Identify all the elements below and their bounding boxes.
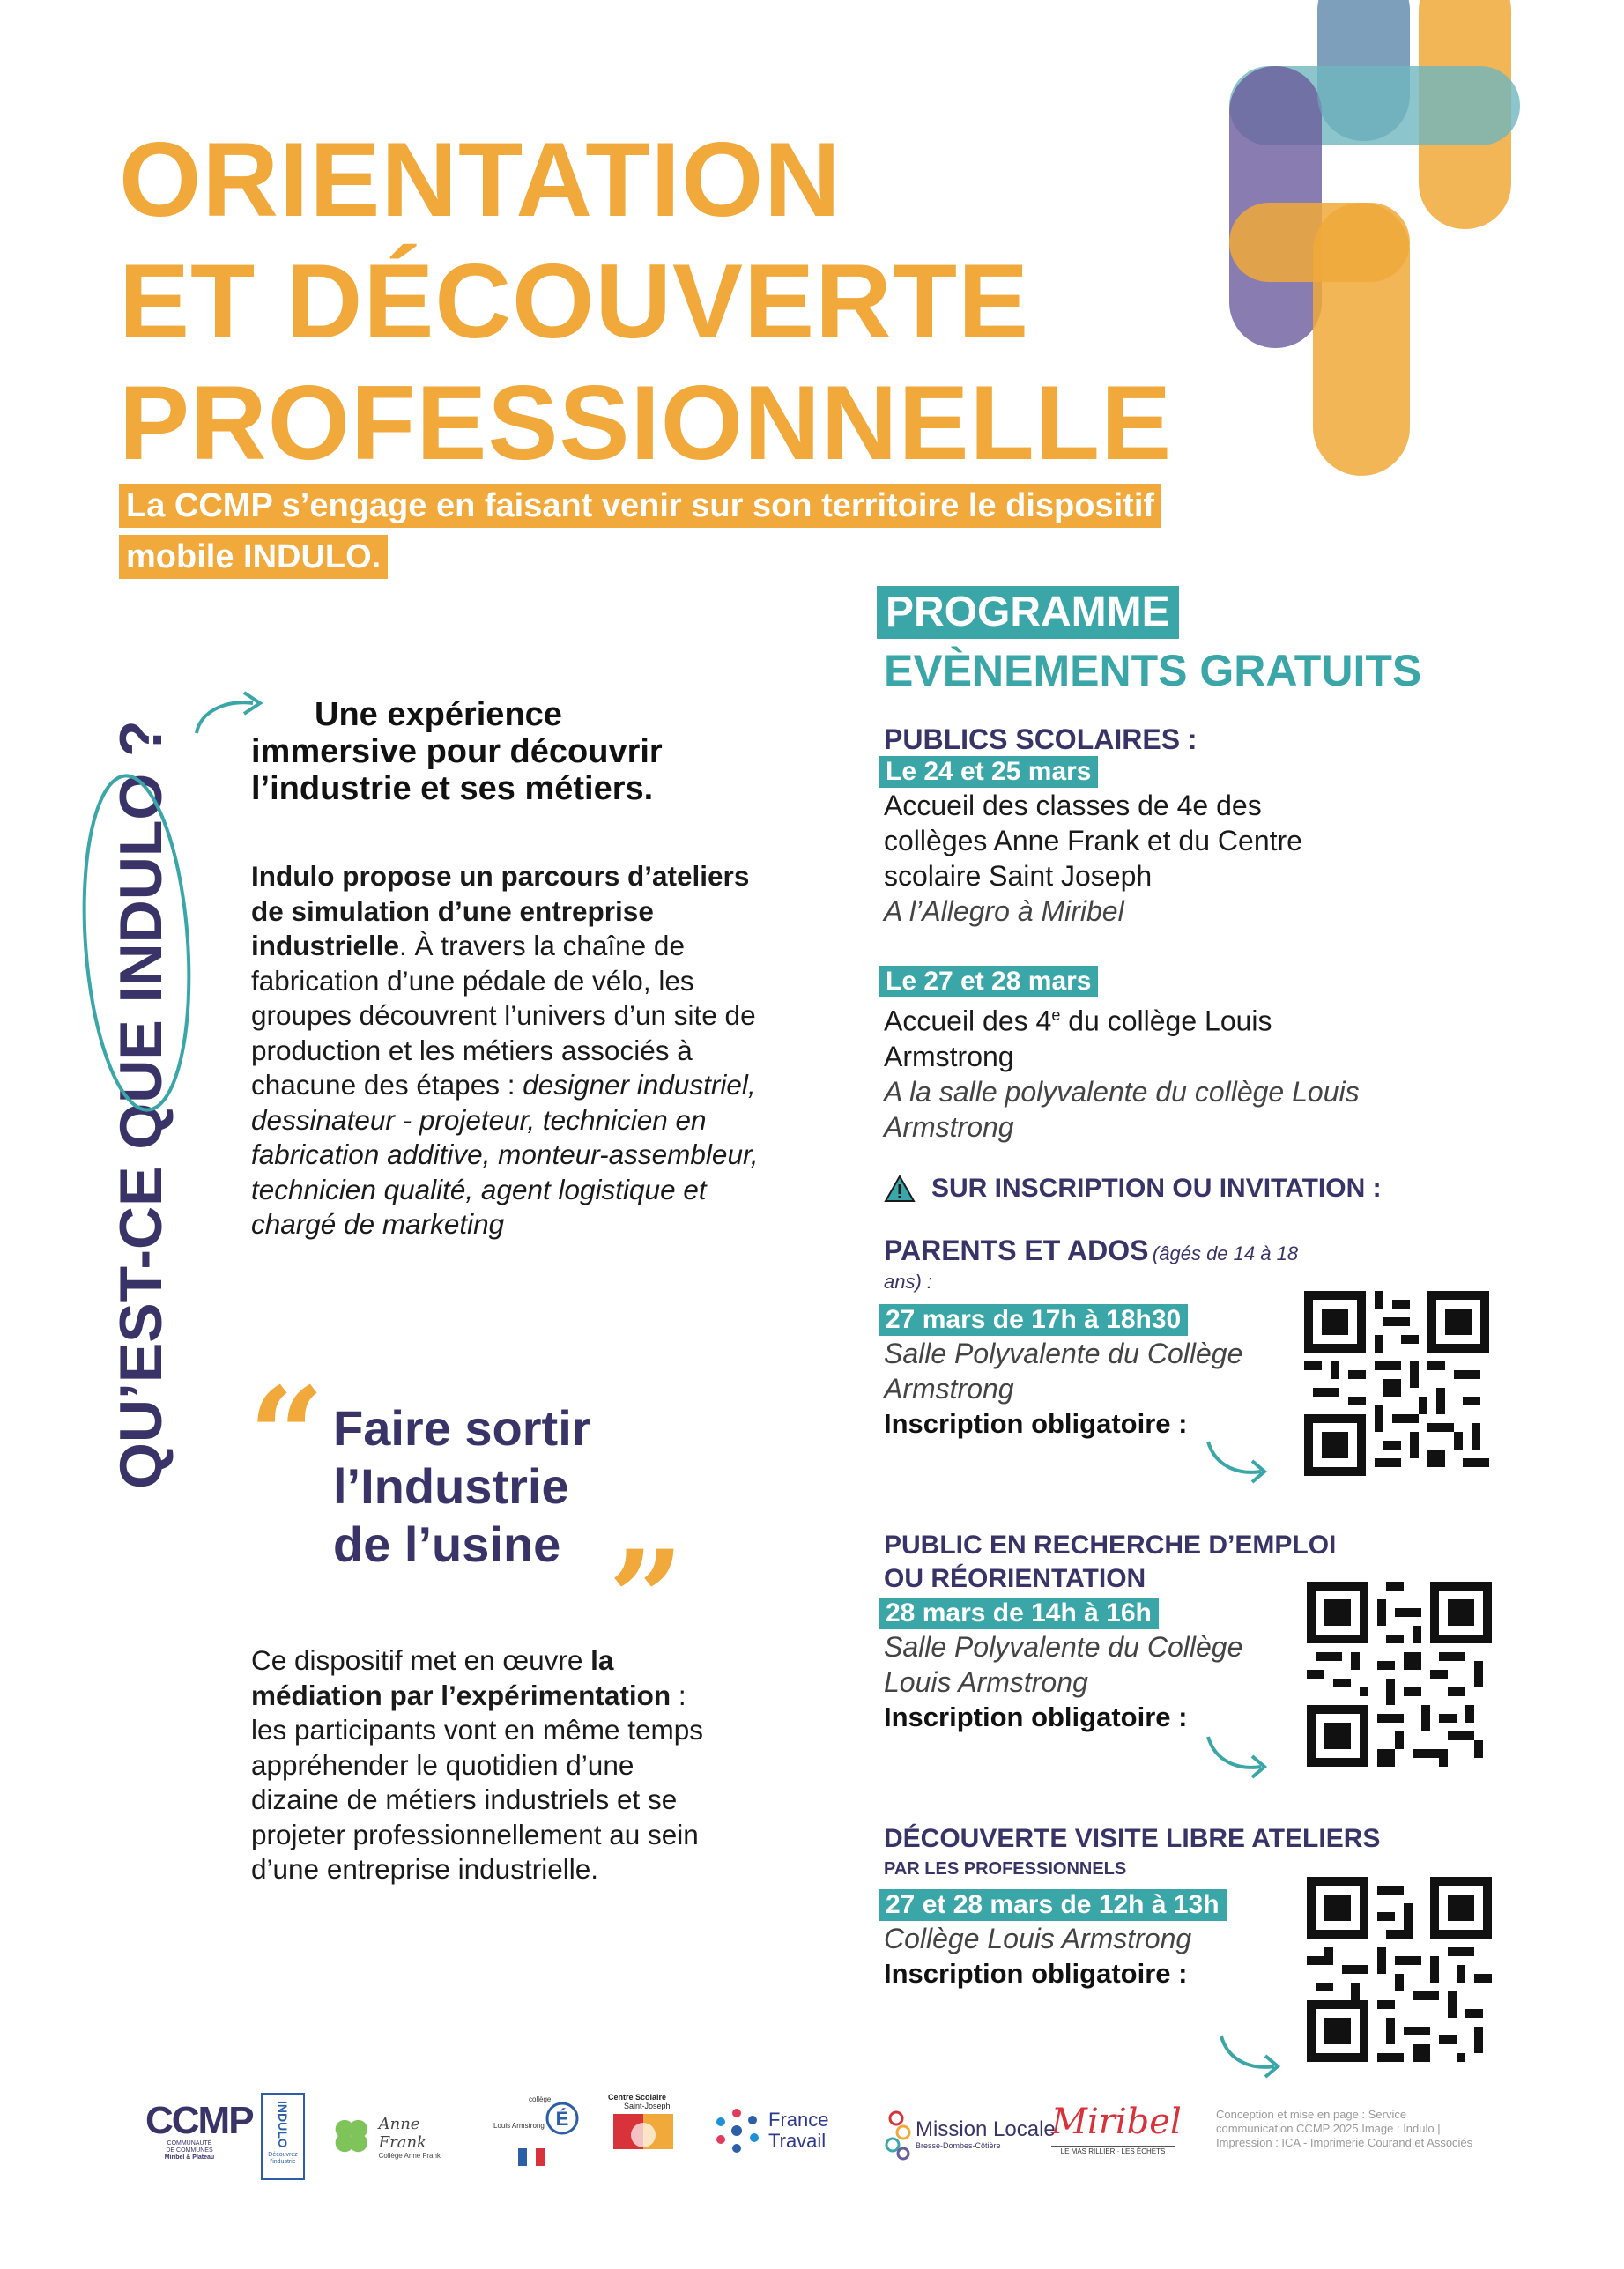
logo-france-travail-1: France [768,2109,829,2131]
logo-mission-locale-1: Mission Locale [916,2117,1056,2141]
parents-details [879,1304,1242,1442]
event-1-line-1: Accueil des classes de 4e des [884,790,1262,821]
logo-miribel [1051,2102,1182,2157]
mediation-text [251,1643,709,1887]
logo-saint-joseph-2: Saint-Joseph [624,2102,671,2110]
side-title [101,696,181,1489]
logo-france-travail [710,2104,828,2157]
side-title-text: QU’EST-CE QUE INDULO ? [108,720,174,1489]
indulo-description [251,859,780,1242]
parents-inscription: Inscription obligatoire : [884,1408,1188,1439]
svg-text:É: É [555,2108,569,2130]
parents-block [884,1234,1324,1297]
logo-ccmp-sub-2: DE COMMUNES [166,2147,213,2154]
subtitle-text: La CCMP s’engage en faisant venir sur son territoire le dispositif mobile INDULO. [119,484,1161,579]
event-1-place: A l’Allegro à Miribel [884,895,1124,927]
logo-anne-frank [328,2110,469,2163]
arrow-to-qr-3-icon [1216,2031,1287,2084]
logo-france-travail-2: Travail [768,2130,827,2152]
event-2-date: Le 27 et 28 mars [879,966,1098,997]
event-2-place-1: A la salle polyvalente du collège Louis [884,1075,1360,1108]
emploi-details [879,1598,1242,1735]
logo-mission-locale-2: Bresse-Dombes-Côtière [916,2140,1001,2150]
event-2-line-1a: Accueil des 4 [884,1005,1052,1037]
programme-title: PROGRAMME [877,586,1179,639]
scolaires-heading: PUBLICS SCOLAIRES : [884,723,1198,755]
emploi-heading-1: PUBLIC EN RECHERCHE D’EMPLOI [884,1531,1337,1560]
e-circle-icon [545,2097,580,2136]
decouverte-date: 27 et 28 mars de 12h à 13h [879,1889,1227,1921]
logo-indulo [261,2093,305,2180]
quote-close-mark: ” [608,1522,685,1677]
inscription-heading [884,1172,1382,1205]
logo-armstrong [493,2095,582,2175]
parents-age-1: (âgés de 14 à 18 [1152,1242,1299,1264]
saint-joseph-emblem-icon [608,2110,679,2163]
credits-note: Conception et mise en page : Service communication CCMP 2025 Image : Indulo | Impression : ICA - Imprimerie Courand et Associés [1216,2108,1473,2149]
mediation-bold: la médiation par l’expérimentation [251,1644,671,1711]
event-2-sup: e [1051,1006,1061,1024]
decouverte-heading [884,1822,1380,1882]
arrow-to-qr-2-icon [1203,1731,1273,1784]
event-1-line-3: scolaire Saint Joseph [884,860,1153,892]
logo-indulo-text: INDULO [276,2101,290,2148]
quote-open-mark: “ [248,1359,325,1514]
logo-ccmp [145,2099,253,2161]
emploi-heading [884,1529,1336,1596]
logo-saint-joseph-1: Centre Scolaire [608,2093,667,2102]
logo-miribel-text: Miribel [1051,2102,1182,2142]
warning-icon [884,1175,916,1203]
event-2-place-2: Armstrong [884,1110,1014,1143]
decouverte-inscription: Inscription obligatoire : [884,1958,1188,1989]
lead-line-1: Une expérience [315,696,562,733]
logo-anne-frank-sub: Collège Anne Frank [378,2151,441,2160]
clover-icon [328,2115,375,2159]
logo-ccmp-sub-3: Miribel & Plateau [164,2154,215,2161]
logo-indulo-sub-1: Découvrez [268,2152,298,2158]
lead-line-2: immersive pour découvrir [251,733,663,770]
mediation-part-1: Ce dispositif met en œuvre [251,1644,591,1676]
quote-line-3: de l’usine [333,1516,561,1572]
logo-saint-joseph [608,2093,687,2172]
marianne-flag-icon [518,2148,545,2166]
emploi-heading-2: OU RÉORIENTATION [884,1564,1146,1593]
page-title [119,119,1176,484]
qr-code-emploi[interactable] [1307,1582,1492,1767]
decouverte-sub: PAR LES PROFESSIONNELS [884,1859,1127,1879]
decouverte-place: Collège Louis Armstrong [884,1923,1192,1954]
emploi-date: 28 mars de 14h à 16h [879,1598,1159,1629]
parents-place-1: Salle Polyvalente du Collège [884,1338,1243,1369]
emploi-place-1: Salle Polyvalente du Collège [884,1631,1243,1663]
subtitle [119,480,1220,582]
event-2-line-2: Armstrong [884,1040,1014,1072]
event-2-line-1 [879,997,1360,1039]
title-line-1: ORIENTATION [119,121,842,239]
decouverte-heading-text: DÉCOUVERTE VISITE LIBRE ATELIERS [884,1824,1381,1853]
event-2-line-1b: du collège Louis [1060,1005,1272,1037]
quote-line-2: l’Industrie [333,1458,569,1514]
description-normal: . À travers la chaîne de fabrication d’une pédale de vélo, les groupes découvrent l’univers d’un site de production et les métiers associés à chacune des étapes : [251,930,756,1101]
side-title-ellipse [66,749,207,1128]
logo-ccmp-text: CCMP [145,2099,253,2142]
logo-anne-frank-text: Anne Frank [378,2114,426,2152]
parents-place-2: Armstrong [884,1373,1014,1405]
parents-age-2: ans) : [884,1271,933,1293]
lead-line-3: l’industrie et ses métiers. [251,770,654,807]
logo-mission-locale [884,2108,1056,2161]
logo-miribel-sub: LE MAS RILLIER · LES ÉCHETS [1051,2146,1175,2157]
inscription-heading-text: SUR INSCRIPTION OU INVITATION : [931,1174,1382,1203]
decouverte-details [879,1889,1227,1991]
emploi-place-2: Louis Armstrong [884,1666,1088,1698]
qr-code-parents[interactable] [1304,1291,1489,1476]
title-line-3: PROFESSIONNELLE [119,364,1173,482]
logo-armstrong-top: collège [529,2095,552,2103]
title-line-2: ET DÉCOUVERTE [119,242,1030,360]
event-1-date: Le 24 et 25 mars [879,756,1098,788]
logo-indulo-sub-2: l'industrie [270,2159,296,2165]
description-bold: Indulo propose un parcours d’ateliers de simulation d’une entreprise industrielle [251,860,750,961]
quote-line-1: Faire sortir [333,1400,591,1456]
programme-subtitle: EVÈNEMENTS GRATUITS [884,646,1422,695]
parents-date: 27 mars de 17h à 18h30 [879,1304,1188,1336]
arrow-to-qr-1-icon [1203,1436,1273,1489]
lead-text [251,696,780,807]
france-travail-dots-icon [710,2104,763,2157]
decorative-stripes [1229,0,1520,493]
event-1-line-2: collèges Anne Frank et du Centre [884,825,1302,856]
logo-armstrong-text: Louis Armstrong [493,2122,545,2130]
mission-locale-icon [884,2108,914,2161]
programme-heading [877,586,1179,639]
logo-ccmp-sub-1: COMMUNAUTÉ [167,2140,212,2147]
parents-heading: PARENTS ET ADOS [884,1235,1149,1266]
scolaires-event-2 [879,966,1360,1145]
description-italic: designer industriel, dessinateur - projeteur, technicien en fabrication additive, monteur-assembleur, technicien qualité, agent logistique et chargé de marketing [251,1069,759,1240]
emploi-inscription: Inscription obligatoire : [884,1702,1188,1732]
mediation-part-2: : les participants vont en même temps appréhender le quotidien d’une dizaine de métiers industriels et se projeter professionnellement au sein d’une entreprise industrielle. [251,1679,703,1885]
scolaires-event-1 [879,756,1302,929]
qr-code-decouverte[interactable] [1307,1877,1492,2062]
